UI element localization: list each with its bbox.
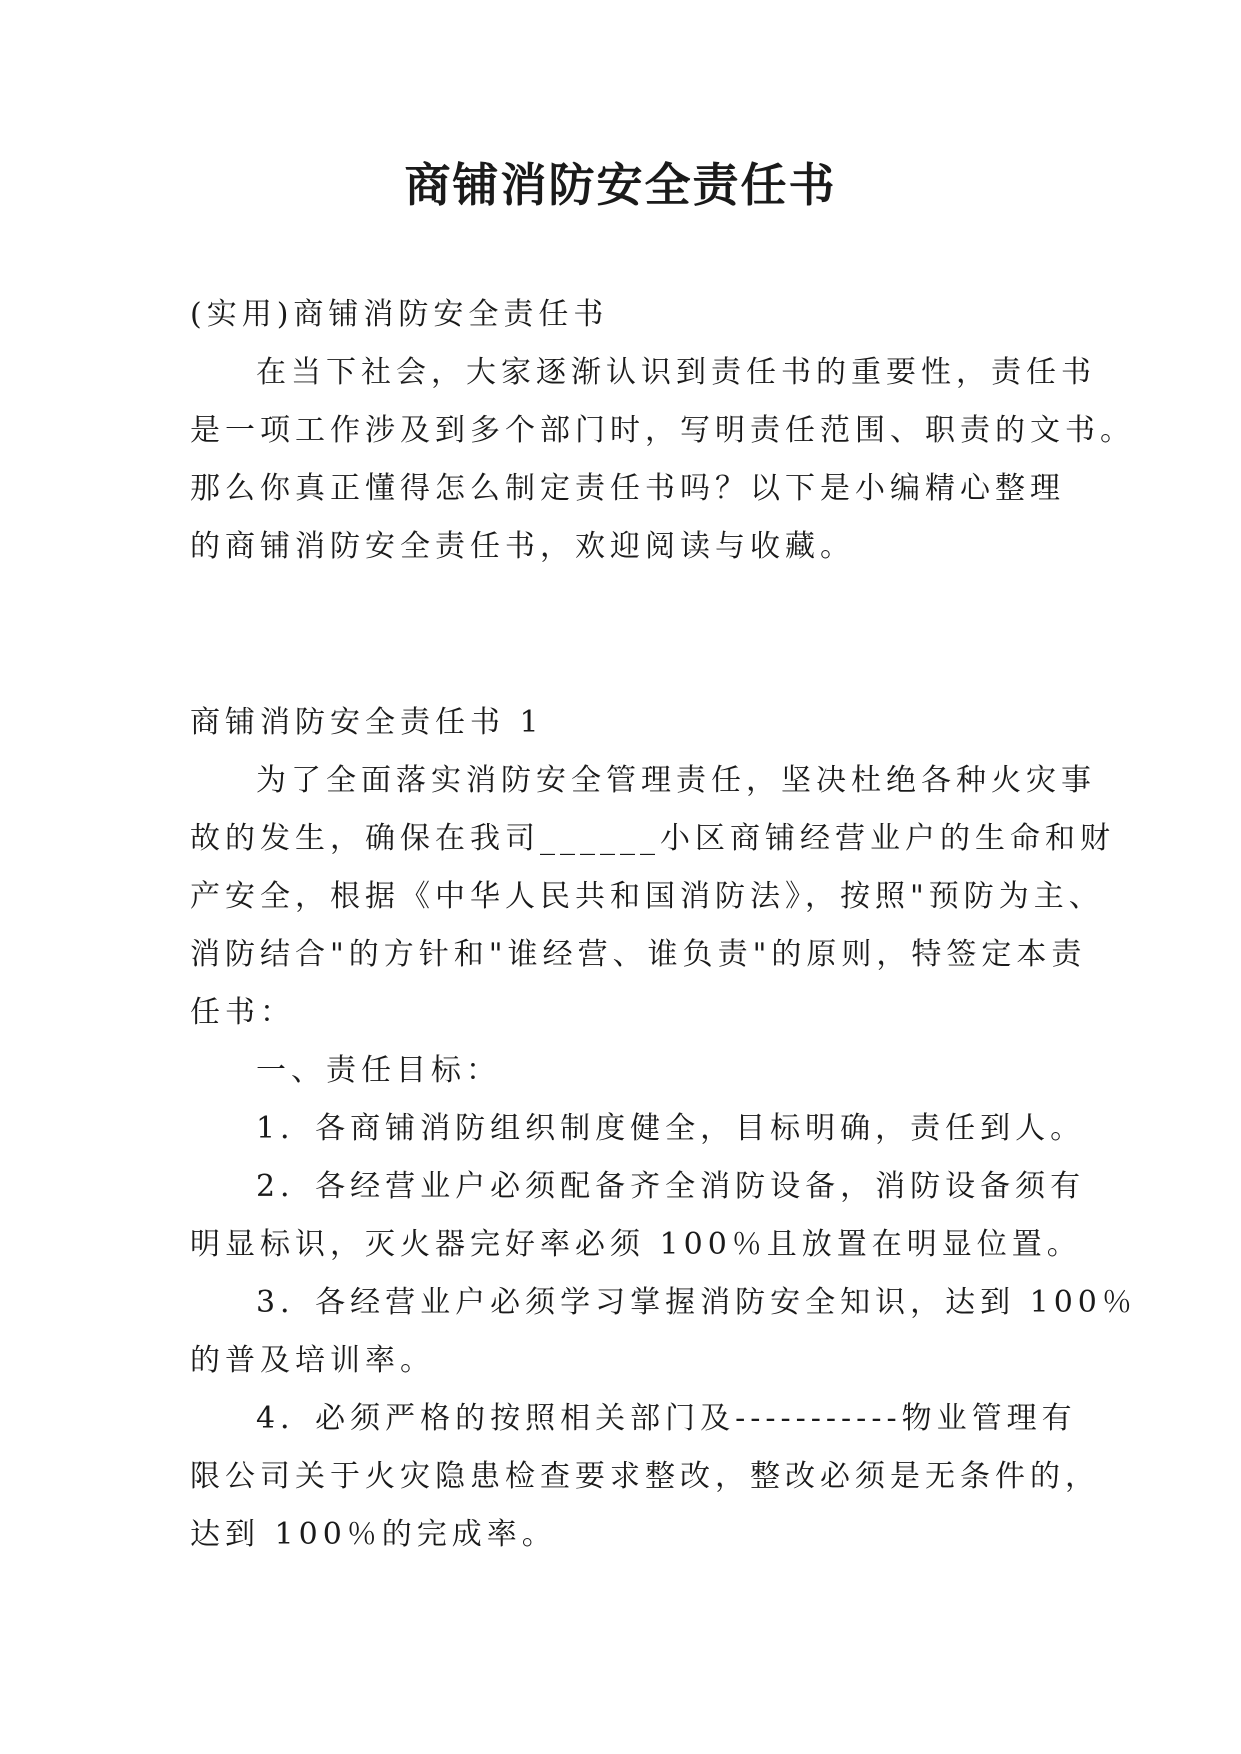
goal-item-4-continued: 限公司关于火灾隐患检查要求整改，整改必须是无条件的， [190,1459,1100,1494]
document-title: 商铺消防安全责任书 [404,158,837,212]
goal-item-3: 3．各经营业户必须学习掌握消防安全知识，达到 100％ [256,1285,1137,1320]
goal-item-4-continued: 达到 100％的完成率。 [190,1517,557,1552]
intro-paragraph-line: 在当下社会，大家逐渐认识到责任书的重要性，责任书 [256,355,1096,390]
goal-heading: 一、责任目标： [256,1053,501,1088]
section-1 [190,694,1137,1564]
intro-paragraph-line: 那么你真正懂得怎么制定责任书吗？以下是小编精心整理 [190,471,1065,506]
intro-paragraph-line: 的商铺消防安全责任书，欢迎阅读与收藏。 [190,529,855,564]
intro-heading: (实用)商铺消防安全责任书 [190,297,609,332]
goal-item-2: 2．各经营业户必须配备齐全消防设备，消防设备须有 [256,1169,1086,1204]
section-1-heading: 商铺消防安全责任书 1 [190,705,544,740]
goal-item-4: 4．必须严格的按照相关部门及-----------物业管理有 [256,1401,1077,1436]
intro-section [190,286,1135,576]
section-1-paragraph-line: 为了全面落实消防安全管理责任，坚决杜绝各种火灾事 [256,763,1096,798]
goal-item-2-continued: 明显标识，灭火器完好率必须 100％且放置在明显位置。 [190,1227,1082,1262]
section-1-paragraph-line: 消防结合"的方针和"谁经营、谁负责"的原则，特签定本责 [190,937,1087,972]
goal-item-3-continued: 的普及培训率。 [190,1343,435,1378]
goal-item-1: 1．各商铺消防组织制度健全，目标明确，责任到人。 [256,1111,1086,1146]
intro-paragraph-line: 是一项工作涉及到多个部门时，写明责任范围、职责的文书。 [190,413,1135,448]
section-1-paragraph-line: 故的发生，确保在我司______小区商铺经营业户的生命和财 [190,821,1115,856]
section-1-paragraph-line: 任书： [190,995,295,1030]
section-1-paragraph-line: 产安全，根据《中华人民共和国消防法》，按照"预防为主、 [190,879,1104,914]
